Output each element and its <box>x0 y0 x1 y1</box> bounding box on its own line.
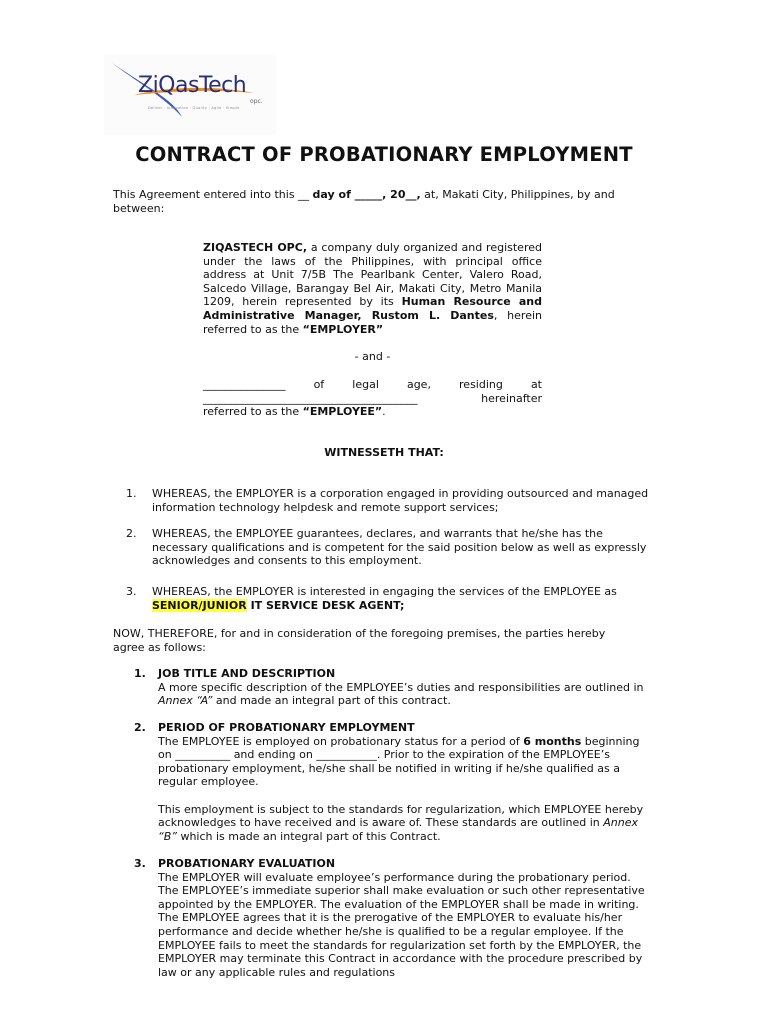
page-title: CONTRACT OF PROBATIONARY EMPLOYMENT <box>135 143 633 166</box>
intro-paragraph: This Agreement entered into this __ day of _____, 20__, at, Makati City, Philippines, by and between: <box>113 188 615 215</box>
section-heading: PROBATIONARY EVALUATION <box>158 857 336 870</box>
logo-name: ZiQasTech <box>138 73 247 98</box>
witnesseth-heading: WITNESSETH THAT: <box>324 446 444 459</box>
employer-name: ZIQASTECH OPC, <box>203 241 307 254</box>
employer-representative: Human Resource and Administrative Manager, Rustom L. Dantes <box>203 295 542 322</box>
employer-party-paragraph: ZIQASTECH OPC, a company duly organized and registered under the laws of the Philippines, with principal office address at Unit 7/5B The Pearlbank Center, Valero Road, Salcedo Village, Barangay Bel Air, Makati City, Metro Manila 1209, herein represented by its Human Resource and Administrative Manager, Rustom L. Dantes, herein referred to as the “EMPLOYER” <box>203 241 542 336</box>
now-therefore-paragraph: NOW, THEREFORE, for and in consideration of the foregoing premises, the parties hereby agree as follows: <box>113 627 606 654</box>
and-separator: - and - <box>354 350 391 363</box>
position-highlight: SENIOR/JUNIOR <box>152 598 247 612</box>
logo-suffix: opc. <box>250 98 263 105</box>
section-heading: PERIOD OF PROBATIONARY EMPLOYMENT <box>158 721 415 734</box>
employee-party-paragraph: _______________ of legal age, residing at _______________________________________ hereinafter referred to as the “EMPLOYEE”. <box>203 378 542 419</box>
logo-tagline: Deliver · Innovation · Quality · Agile · Simple <box>148 106 240 110</box>
section-heading: JOB TITLE AND DESCRIPTION <box>158 667 336 680</box>
company-logo <box>104 55 276 135</box>
